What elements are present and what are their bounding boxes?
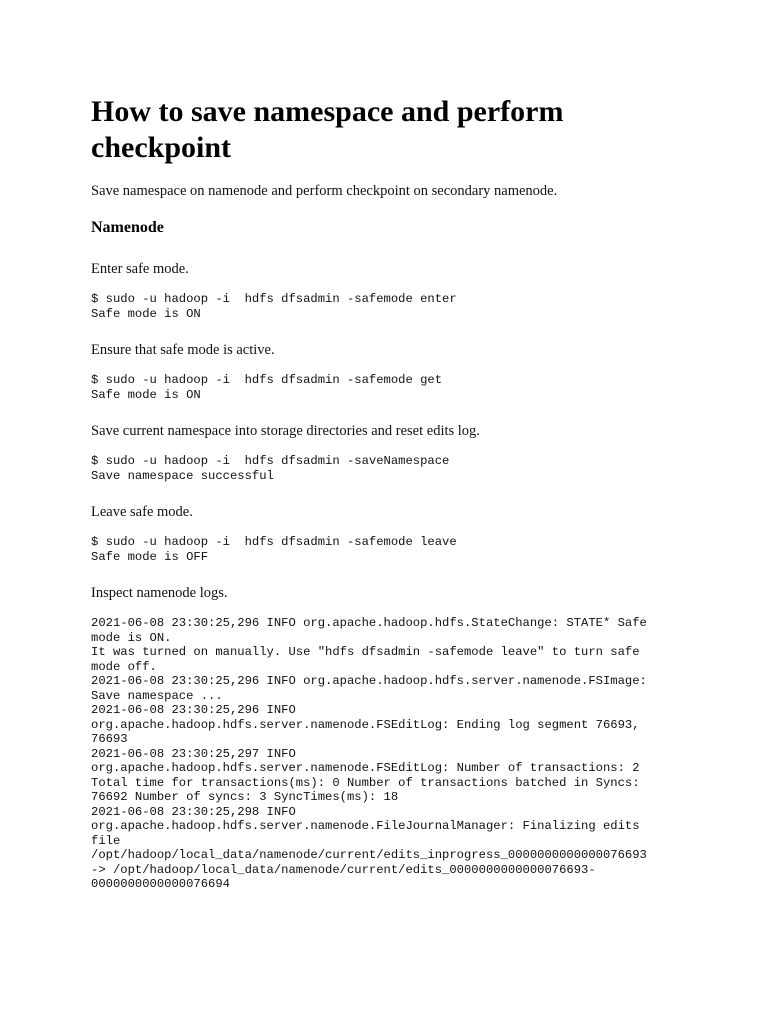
step-text-enter-safe-mode: Enter safe mode.: [91, 261, 189, 277]
page-title: How to save namespace and perform checkpoint: [91, 95, 564, 164]
code-block-leave-safe-mode: $ sudo -u hadoop -i hdfs dfsadmin -safemode leave Safe mode is OFF: [91, 535, 457, 564]
section-heading-namenode: Namenode: [91, 219, 164, 236]
code-block-enter-safe-mode: $ sudo -u hadoop -i hdfs dfsadmin -safemode enter Safe mode is ON: [91, 292, 457, 321]
code-block-ensure-safe-mode: $ sudo -u hadoop -i hdfs dfsadmin -safemode get Safe mode is ON: [91, 373, 443, 402]
document-page: [91, 94, 691, 912]
intro-paragraph: Save namespace on namenode and perform checkpoint on secondary namenode.: [91, 183, 558, 199]
step-text-save-namespace: Save current namespace into storage directories and reset edits log.: [91, 423, 480, 439]
step-text-ensure-safe-mode: Ensure that safe mode is active.: [91, 342, 275, 358]
step-text-leave-safe-mode: Leave safe mode.: [91, 504, 193, 520]
code-block-save-namespace: $ sudo -u hadoop -i hdfs dfsadmin -saveNamespace Save namespace successful: [91, 454, 450, 483]
step-text-inspect-logs: Inspect namenode logs.: [91, 585, 228, 601]
code-block-namenode-logs: 2021-06-08 23:30:25,296 INFO org.apache.hadoop.hdfs.StateChange: STATE* Safe mode is ON. It was turned on manually. Use "hdfs dfsadmin -safemode leave" to turn safe mode off. 2021-06-08 23:30:25,296 INFO org.apache.hadoop.hdfs.server.namenode.FSImage: Save namespace ... 2021-06-08 23:30:25,296 INFO org.apache.hadoop.hdfs.server.namenode.FSEditLog: Ending log segment 76693, 76693 2021-06-08 23:30:25,297 INFO org.apache.hadoop.hdfs.server.namenode.FSEditLog: Number of transactions: 2 Total time for transactions(ms): 0 Number of transactions batched in Syncs: 76692 Number of syncs: 3 SyncTimes(ms): 18 2021-06-08 23:30:25,298 INFO org.apache.hadoop.hdfs.server.namenode.FileJournalManager: Finalizing edits file /opt/hadoop/local_data/namenode/current/edits_inprogress_0000000000000076693 -> /opt/hadoop/local_data/namenode/current/edits_0000000000000076693- 0000000000000076694: [91, 616, 647, 891]
